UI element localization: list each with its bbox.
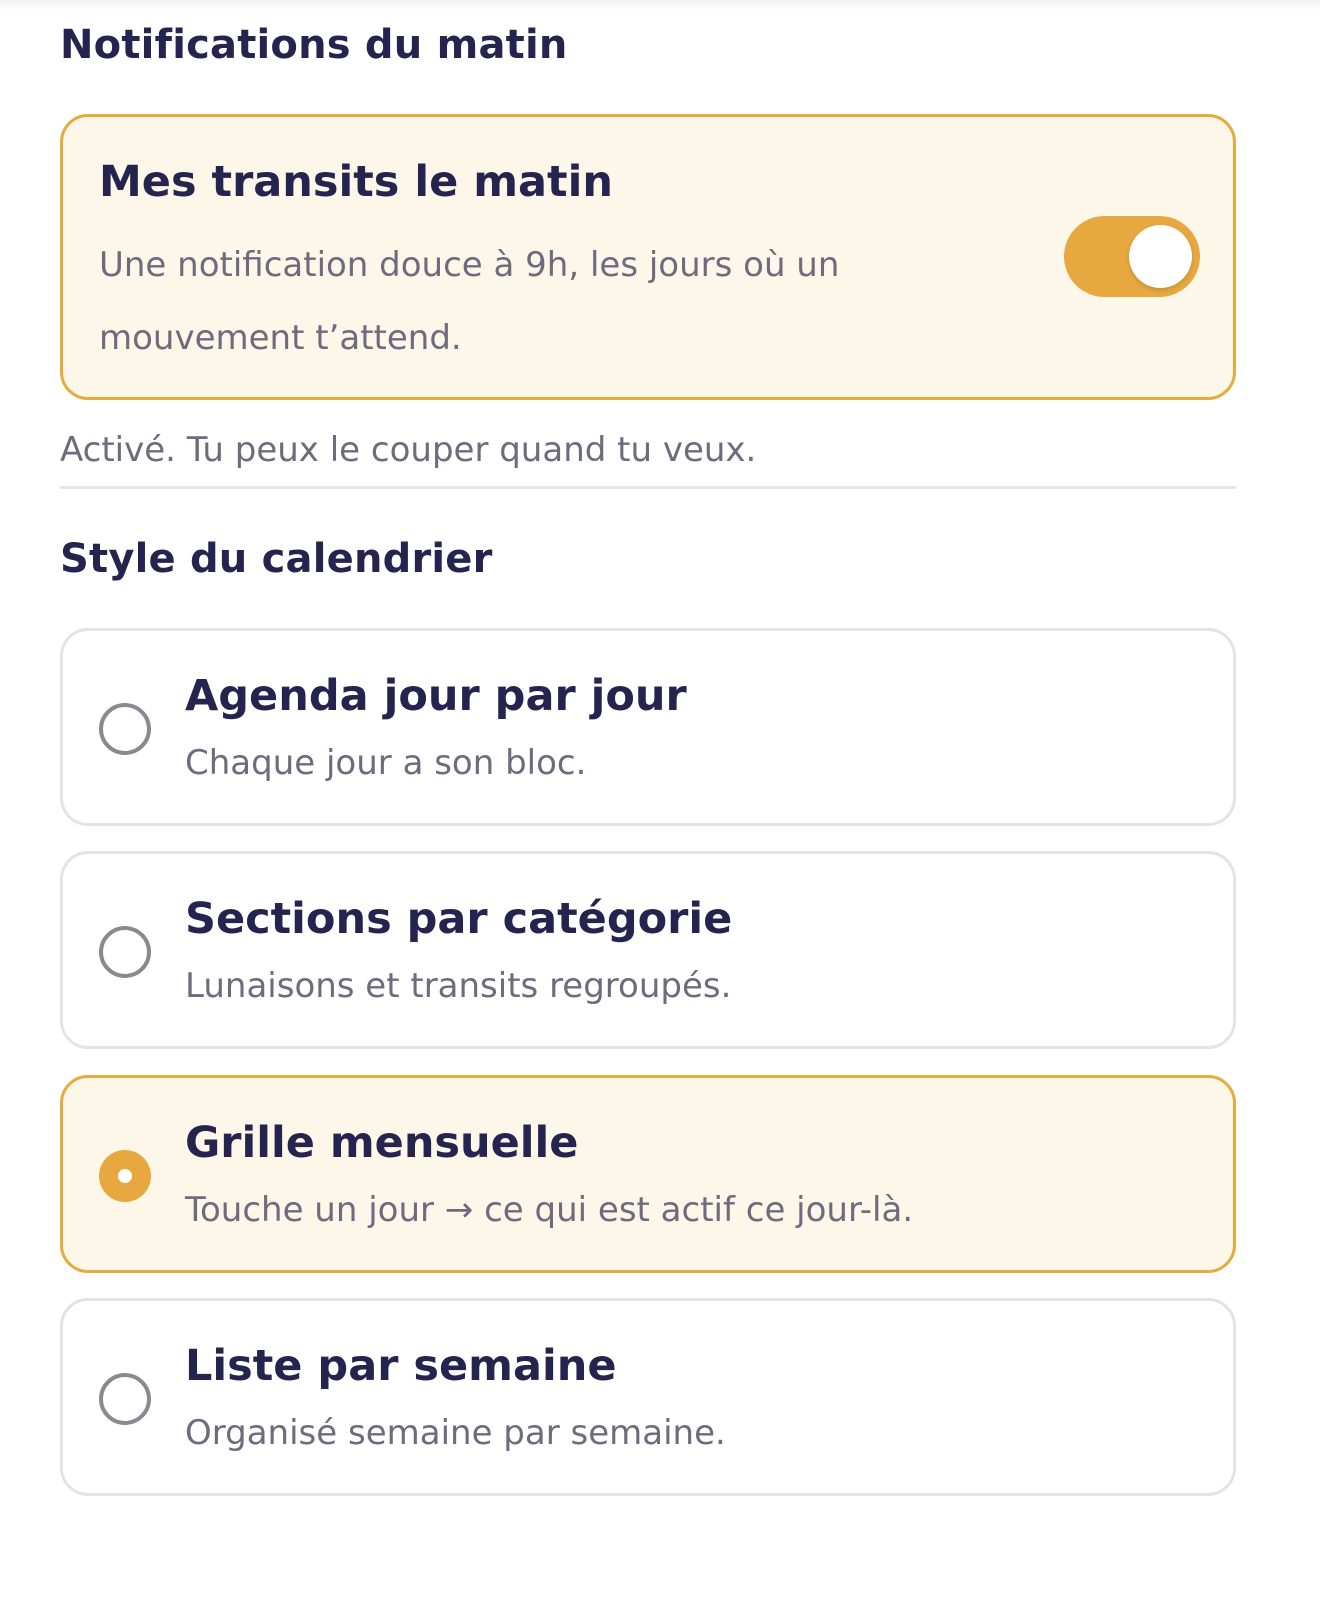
option-title: Grille mensuelle bbox=[185, 1118, 579, 1168]
radio-button[interactable] bbox=[99, 926, 151, 978]
notification-status-text: Activé. Tu peux le couper quand tu veux. bbox=[60, 430, 757, 470]
option-description: Chaque jour a son bloc. bbox=[185, 743, 587, 783]
calendar-option-sections[interactable] bbox=[60, 851, 1236, 1049]
option-title: Agenda jour par jour bbox=[185, 671, 687, 721]
calendar-option-weekly-list[interactable] bbox=[60, 1298, 1236, 1496]
option-description: Touche un jour → ce qui est actif ce jour-là. bbox=[185, 1190, 914, 1230]
option-description: Organisé semaine par semaine. bbox=[185, 1413, 726, 1453]
calendar-option-agenda[interactable] bbox=[60, 628, 1236, 826]
radio-button[interactable] bbox=[99, 703, 151, 755]
morning-transits-card bbox=[60, 114, 1236, 400]
morning-transits-description: Une notification douce à 9h, les jours où un mouvement t’attend. bbox=[99, 245, 840, 358]
calendar-style-section-title: Style du calendrier bbox=[60, 536, 493, 582]
option-title: Liste par semaine bbox=[185, 1341, 617, 1391]
option-title: Sections par catégorie bbox=[185, 894, 733, 944]
notifications-section-title: Notifications du matin bbox=[60, 22, 568, 68]
radio-button-selected[interactable] bbox=[99, 1150, 151, 1202]
section-divider bbox=[60, 486, 1236, 489]
morning-transits-toggle[interactable] bbox=[1064, 216, 1200, 297]
morning-transits-title: Mes transits le matin bbox=[99, 157, 613, 207]
radio-button[interactable] bbox=[99, 1373, 151, 1425]
calendar-option-monthly-grid[interactable] bbox=[60, 1075, 1236, 1273]
top-edge-shadow bbox=[0, 0, 1320, 10]
toggle-knob bbox=[1129, 225, 1192, 288]
option-description: Lunaisons et transits regroupés. bbox=[185, 966, 732, 1006]
